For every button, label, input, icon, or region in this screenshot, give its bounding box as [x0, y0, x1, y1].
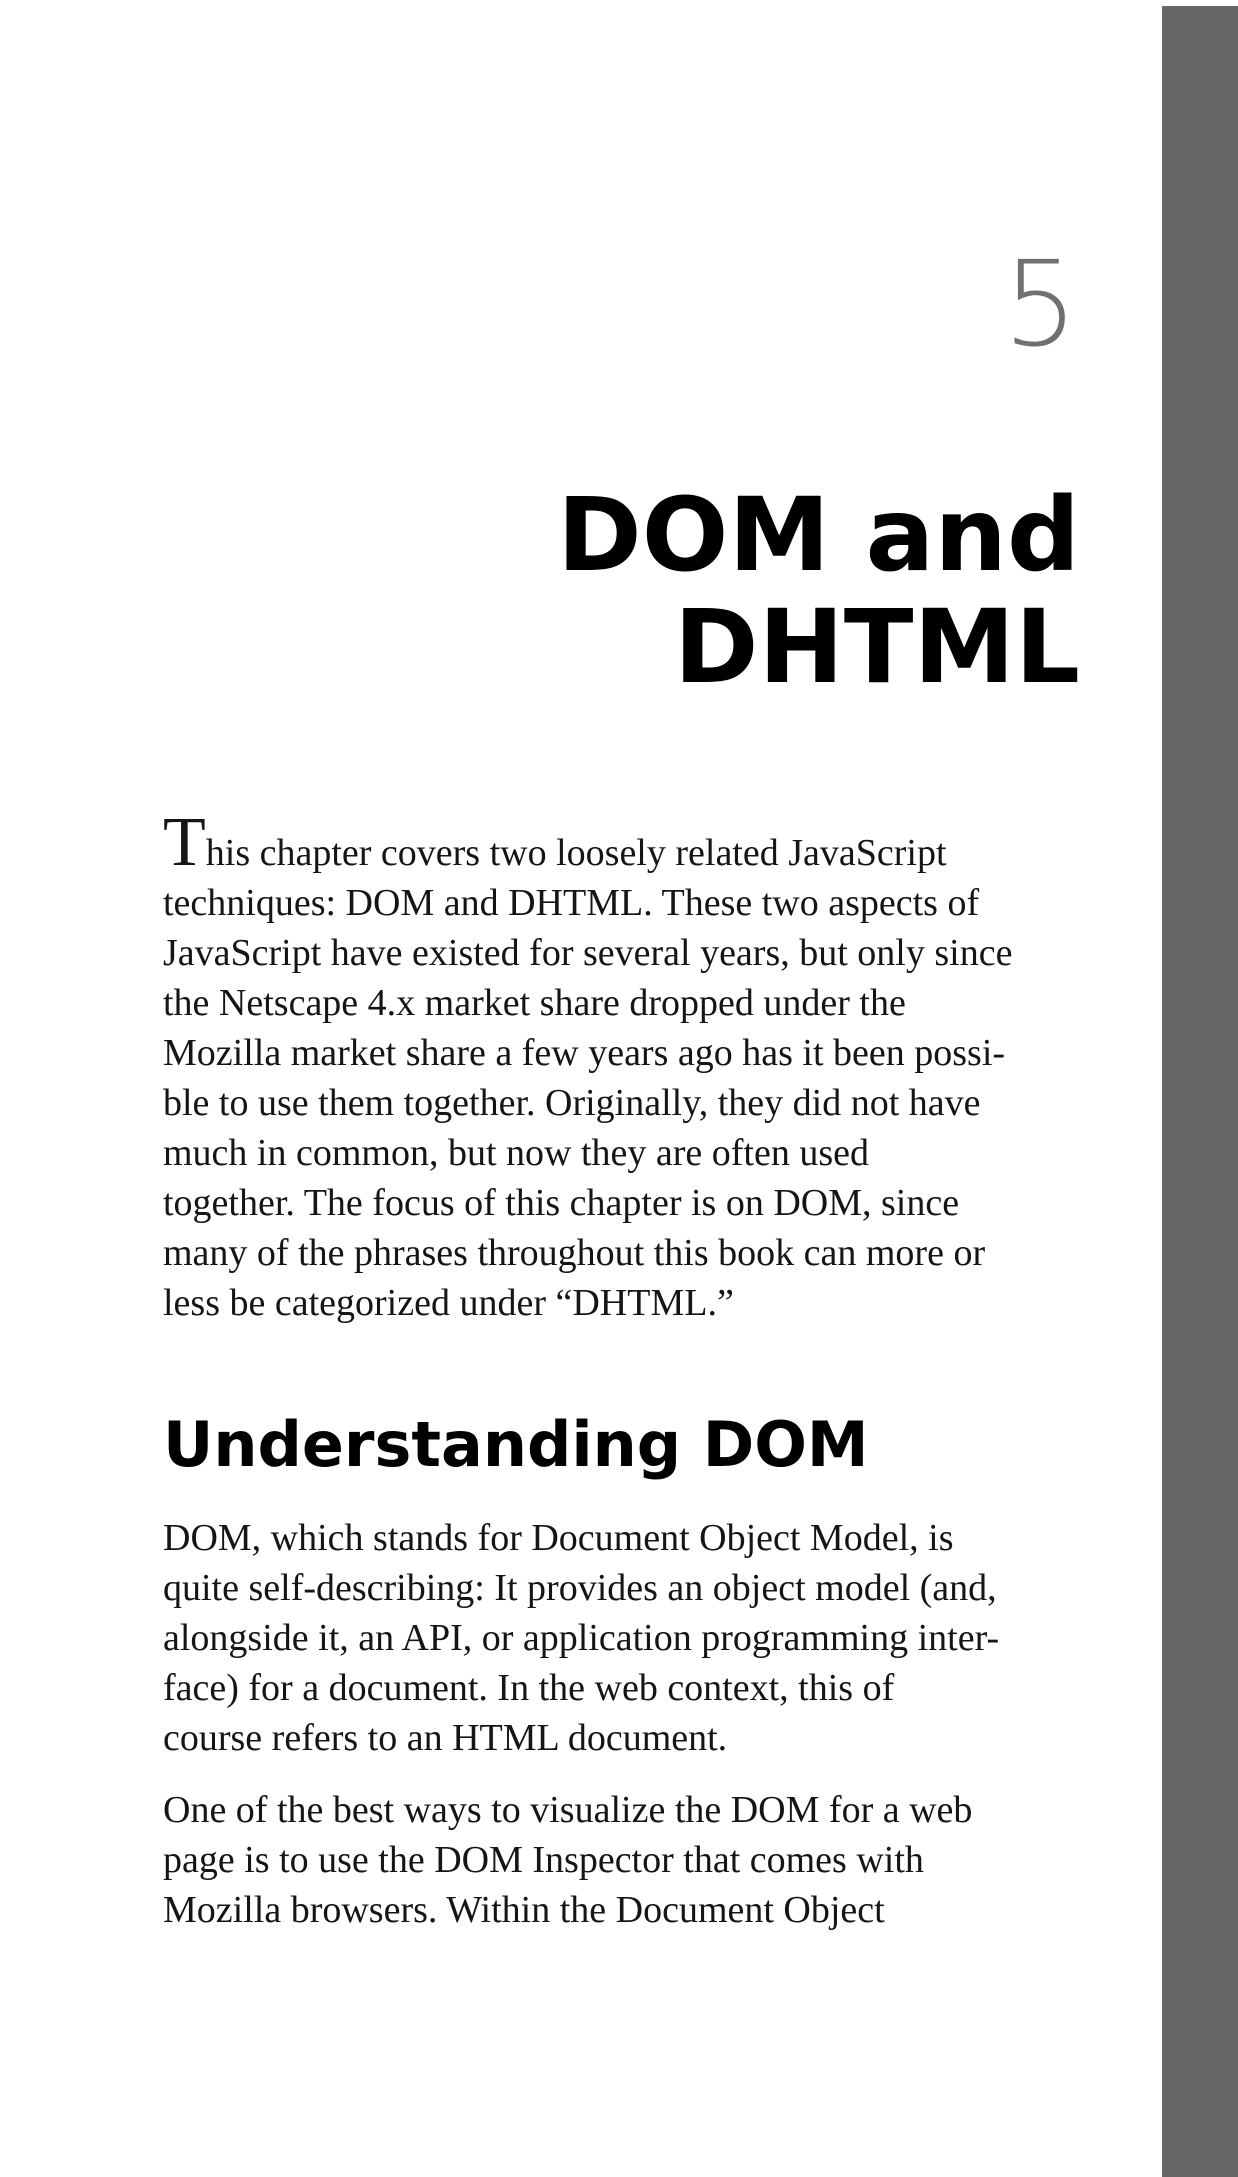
body-paragraph-1: DOM, which stands for Document Object Model, is quite self-describing: It provides an object model (and, alongside it, an API, or application programming inter- face) for a document. In the web context, this of course refers to an HTML document.: [163, 1517, 1000, 1759]
chapter-title: DOM and DHTML: [557, 476, 1080, 708]
body-paragraph-2: One of the best ways to visualize the DOM for a web page is to use the DOM Inspector that comes with Mozilla browsers. Within the Document Object: [163, 1789, 973, 1931]
intro-text: his chapter covers two loosely related JavaScript techniques: DOM and DHTML. These two aspects of JavaScript have existed for several years, but only since the Netscape 4.x market share dropped under the Mozilla market share a few years ago has it been possi- ble to use them together. Originally, they did not have much in common, but now they are often used together. The focus of this chapter is on DOM, since many of the phrases throughout this book can more or less be categorized under “DHTML.”: [163, 832, 1013, 1324]
intro-paragraph: [163, 804, 1083, 1328]
section-heading: Understanding DOM: [163, 1408, 869, 1481]
chapter-number: 5: [1002, 235, 1078, 373]
chapter-thumb-tab: [1162, 6, 1238, 2177]
drop-cap: T: [163, 804, 206, 881]
